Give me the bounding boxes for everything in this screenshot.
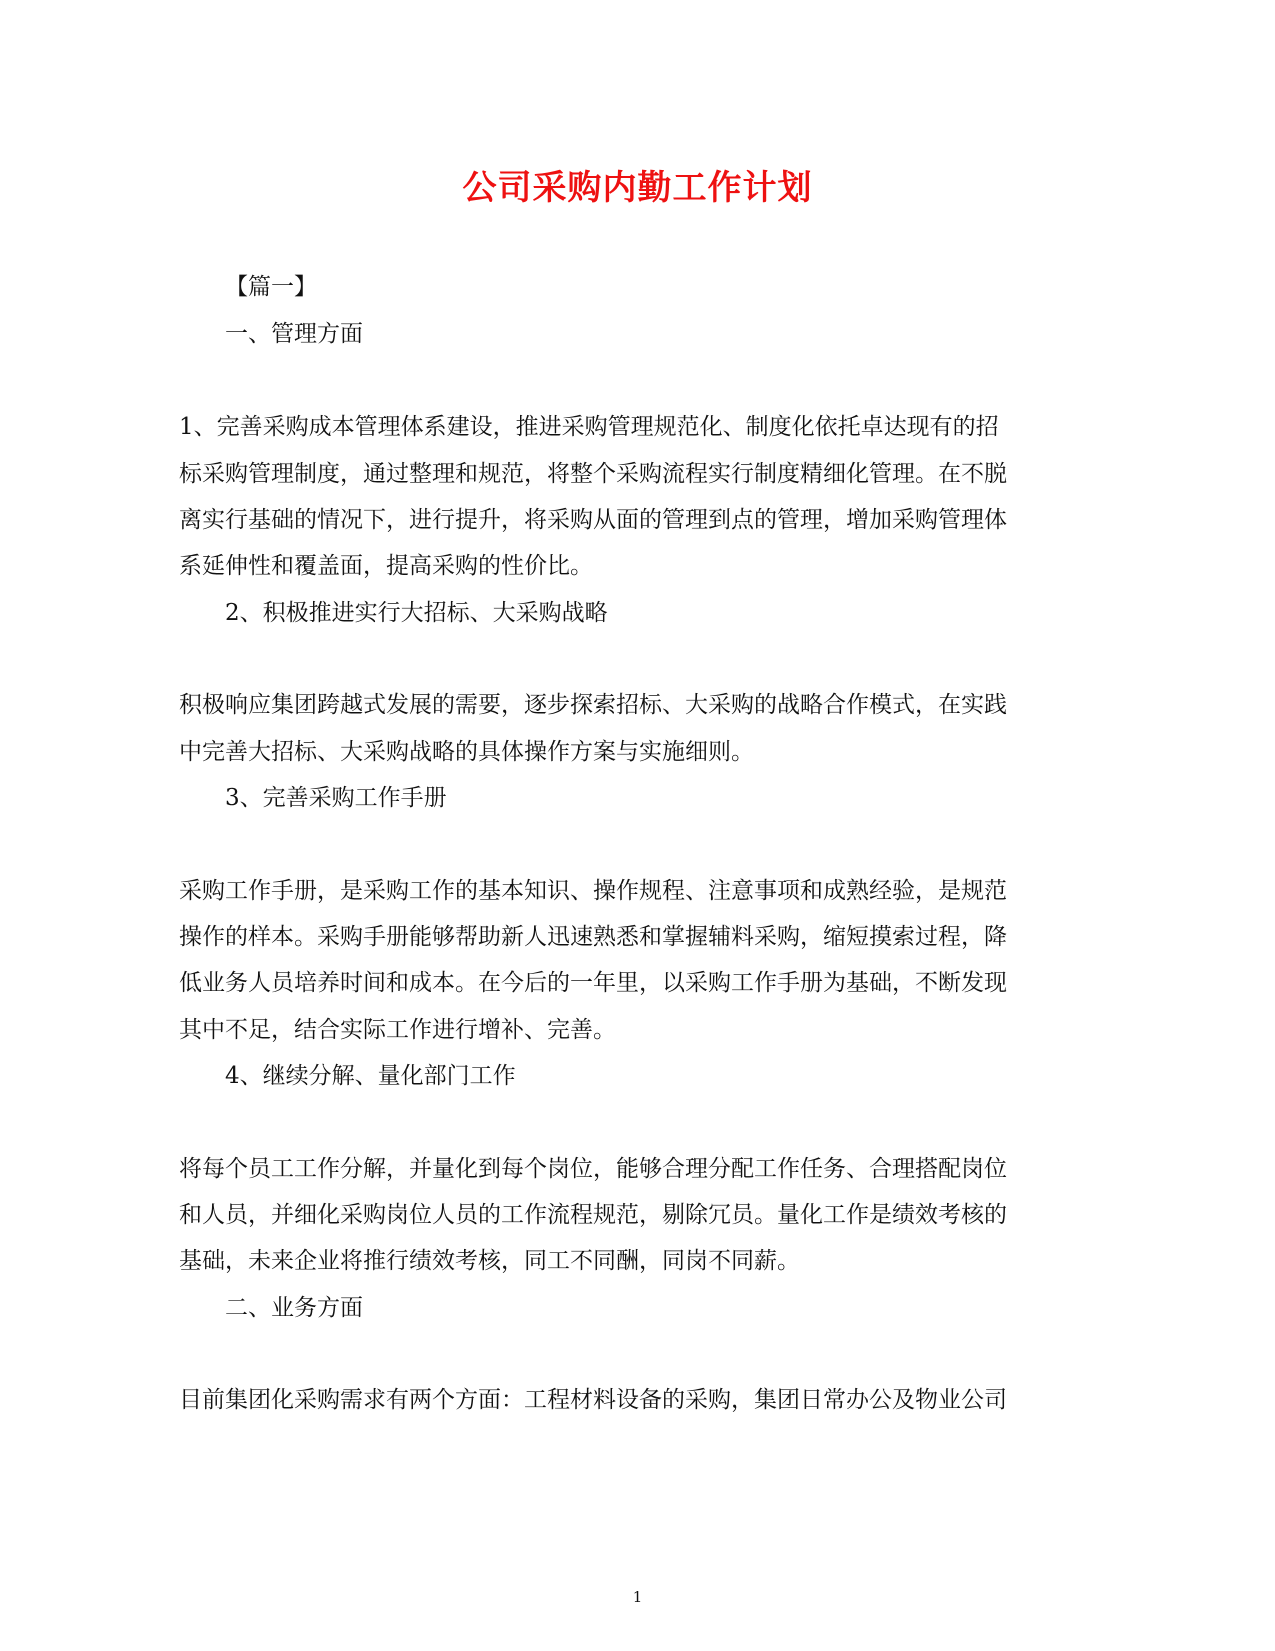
paragraph-line: 基础，未来企业将推行绩效考核，同工不同酬，同岗不同薪。 [179, 1248, 800, 1274]
paragraph-line: 和人员，并细化采购岗位人员的工作流程规范，剔除冗员。量化工作是绩效考核的 [179, 1202, 1007, 1228]
paragraph-line: 系延伸性和覆盖面，提高采购的性价比。 [179, 553, 593, 579]
document-title: 公司采购内勤工作计划 [462, 168, 813, 208]
item-heading: 3、完善采购工作手册 [225, 785, 447, 811]
section-heading-business: 二、业务方面 [225, 1295, 363, 1321]
paragraph-line: 其中不足，结合实际工作进行增补、完善。 [179, 1017, 616, 1043]
paragraph-line: 采购工作手册，是采购工作的基本知识、操作规程、注意事项和成熟经验，是规范 [179, 878, 1007, 904]
paragraph-line: 将每个员工工作分解，并量化到每个岗位，能够合理分配工作任务、合理搭配岗位 [179, 1156, 1007, 1182]
item-heading: 4、继续分解、量化部门工作 [225, 1063, 516, 1089]
paragraph-line: 中完善大招标、大采购战略的具体操作方案与实施细则。 [179, 739, 754, 765]
page-number: 1 [632, 1588, 643, 1606]
item-heading: 2、积极推进实行大招标、大采购战略 [225, 600, 608, 626]
paragraph-line: 1、完善采购成本管理体系建设，推进采购管理规范化、制度化依托卓达现有的招 [179, 414, 999, 440]
paragraph-line: 目前集团化采购需求有两个方面：工程材料设备的采购，集团日常办公及物业公司 [179, 1387, 1007, 1413]
paragraph-line: 积极响应集团跨越式发展的需要，逐步探索招标、大采购的战略合作模式，在实践 [179, 692, 1007, 718]
paragraph-line: 标采购管理制度，通过整理和规范，将整个采购流程实行制度精细化管理。在不脱 [179, 461, 1007, 487]
paragraph-line: 离实行基础的情况下，进行提升，将采购从面的管理到点的管理，增加采购管理体 [179, 507, 1007, 533]
paragraph-line: 低业务人员培养时间和成本。在今后的一年里，以采购工作手册为基础，不断发现 [179, 970, 1007, 996]
chapter-heading: 【篇一】 [225, 274, 317, 300]
paragraph-line: 操作的样本。采购手册能够帮助新人迅速熟悉和掌握辅料采购，缩短摸索过程，降 [179, 924, 1007, 950]
section-heading-management: 一、管理方面 [225, 321, 363, 347]
